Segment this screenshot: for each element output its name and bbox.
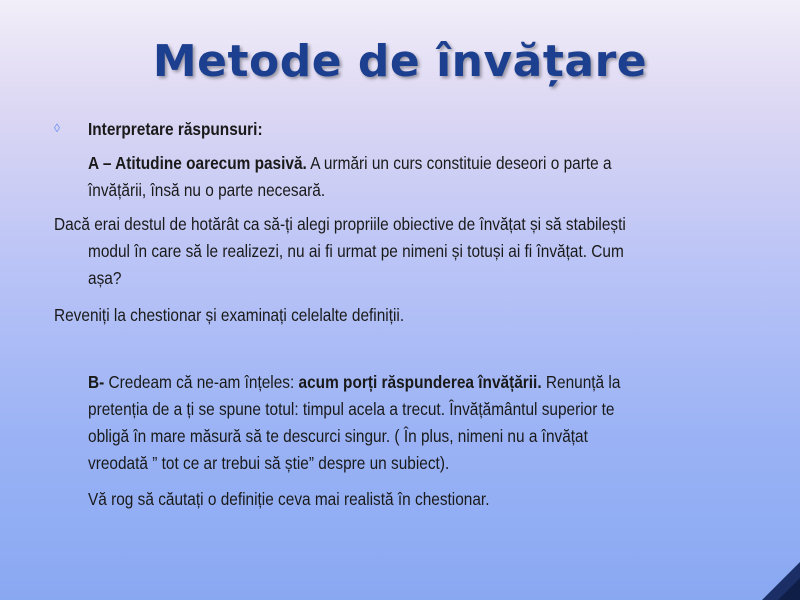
paragraph-1-line-3: așa? — [88, 268, 122, 288]
paragraph-b-line-4: vreodată ” tot ce ar trebui să știe” despre un subiect). — [88, 453, 450, 473]
paragraph-a-line-2: învățării, însă nu o parte necesară. — [88, 180, 326, 200]
paragraph-1-line-1: Dacă erai destul de hotărât ca să-ți alegi propriile obiective de învățat și să stabilești — [54, 214, 626, 234]
paragraph-b-line-3: obligă în mare măsură să te descurci singur. ( În plus, nimeni nu a învățat — [88, 426, 588, 446]
slide-title: Metode de învățare — [152, 36, 648, 87]
final-line: Vă rog să căutați o definiție ceva mai realistă în chestionar. — [88, 489, 490, 509]
paragraph-b-line-1 — [88, 369, 620, 396]
paragraph-b — [88, 369, 620, 477]
heading-line — [88, 116, 263, 143]
b-line1-mid: Credeam că ne-am înțeles: — [104, 372, 299, 392]
paragraph-1-line-2: modul în care să le realizezi, nu ai fi urmat pe nimeni și totuși ai fi învățat. Cum — [88, 241, 624, 261]
a-label: A – Atitudine oarecum pasivă. — [88, 153, 307, 173]
b-label: B- — [88, 372, 105, 392]
a-line1-text: A urmări un curs constituie deseori o parte a — [306, 153, 612, 173]
paragraph-a — [88, 150, 612, 204]
b-line1-bold: acum porți răspunderea învățării. — [298, 372, 542, 392]
corner-triangle-inner-decoration — [778, 578, 800, 600]
heading-text: Interpretare răspunsuri: — [88, 119, 263, 139]
hollow-diamond-bullet-icon: ◊ — [54, 121, 60, 135]
paragraph-2: Reveniți la chestionar și examinați celelalte definiții. — [54, 305, 405, 325]
paragraph-b-line-2: pretenția de a ți se spune totul: timpul acela a trecut. Învățământul superior te — [88, 399, 615, 419]
b-line1-rest: Renunță la — [541, 372, 621, 392]
paragraph-a-line-1 — [88, 150, 612, 177]
